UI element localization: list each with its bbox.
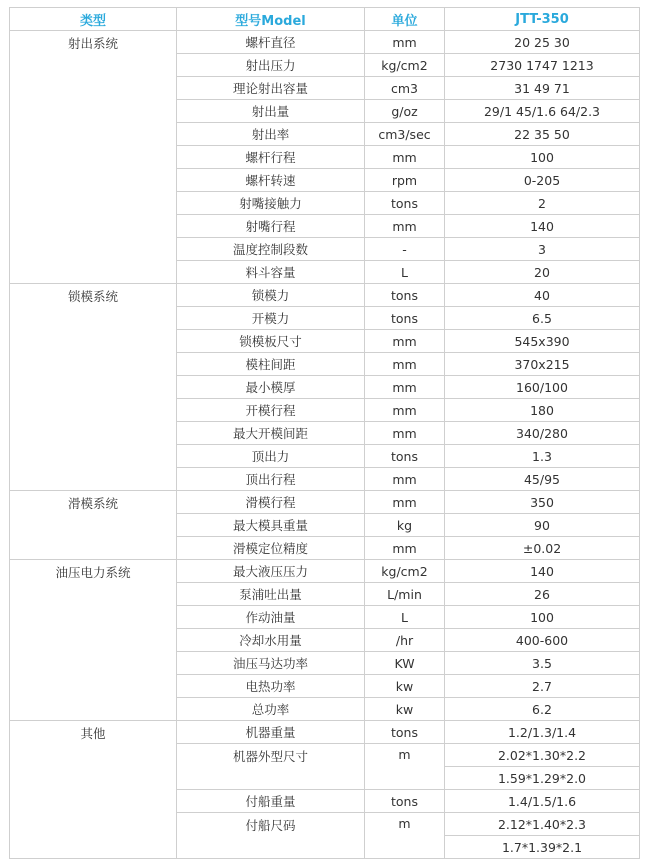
param-cell: 机器重量	[177, 721, 365, 744]
param-cell: 泵浦吐出量	[177, 583, 365, 606]
param-cell: 锁模力	[177, 284, 365, 307]
value-cell: 31 49 71	[445, 77, 640, 100]
value-cell: 6.2	[445, 698, 640, 721]
value-cell: 29/1 45/1.6 64/2.3	[445, 100, 640, 123]
value-cell: 6.5	[445, 307, 640, 330]
param-cell: 付船重量	[177, 790, 365, 813]
unit-cell: tons	[365, 721, 445, 744]
unit-cell: L	[365, 261, 445, 284]
value-cell: 90	[445, 514, 640, 537]
unit-cell: tons	[365, 192, 445, 215]
param-cell: 付船尺码	[177, 813, 365, 859]
param-cell: 最大液压压力	[177, 560, 365, 583]
unit-cell: mm	[365, 399, 445, 422]
param-cell: 机器外型尺寸	[177, 744, 365, 790]
unit-cell: kw	[365, 675, 445, 698]
value-cell: 2.7	[445, 675, 640, 698]
spec-body	[10, 31, 640, 859]
param-cell: 冷却水用量	[177, 629, 365, 652]
value-cell: 2	[445, 192, 640, 215]
param-cell: 射出率	[177, 123, 365, 146]
unit-cell: mm	[365, 537, 445, 560]
category-cell: 其他	[10, 721, 177, 859]
unit-cell: mm	[365, 376, 445, 399]
unit-cell: tons	[365, 307, 445, 330]
param-cell: 作动油量	[177, 606, 365, 629]
param-cell: 温度控制段数	[177, 238, 365, 261]
param-cell: 射嘴行程	[177, 215, 365, 238]
unit-cell: cm3/sec	[365, 123, 445, 146]
unit-cell: m	[365, 813, 445, 859]
unit-cell: kg/cm2	[365, 560, 445, 583]
value-cell: 350	[445, 491, 640, 514]
value-cell: 400-600	[445, 629, 640, 652]
param-cell: 开模力	[177, 307, 365, 330]
value-cell: 140	[445, 215, 640, 238]
unit-cell: KW	[365, 652, 445, 675]
unit-cell: mm	[365, 468, 445, 491]
unit-cell: mm	[365, 31, 445, 54]
value-cell: 26	[445, 583, 640, 606]
param-cell: 最大开模间距	[177, 422, 365, 445]
table-row	[10, 31, 640, 54]
category-cell: 锁模系统	[10, 284, 177, 491]
param-cell: 理论射出容量	[177, 77, 365, 100]
value-cell: 22 35 50	[445, 123, 640, 146]
value-cell: 1.2/1.3/1.4	[445, 721, 640, 744]
unit-cell: L	[365, 606, 445, 629]
param-cell: 电热功率	[177, 675, 365, 698]
unit-cell: mm	[365, 491, 445, 514]
header-model: 型号Model	[177, 8, 365, 31]
param-cell: 模柱间距	[177, 353, 365, 376]
unit-cell: g/oz	[365, 100, 445, 123]
value-cell: 3.5	[445, 652, 640, 675]
param-cell: 螺杆直径	[177, 31, 365, 54]
unit-cell: kg	[365, 514, 445, 537]
value-cell: 100	[445, 606, 640, 629]
value-cell: 180	[445, 399, 640, 422]
category-cell: 滑模系统	[10, 491, 177, 560]
value-cell: 1.59*1.29*2.0	[445, 767, 640, 790]
unit-cell: mm	[365, 215, 445, 238]
unit-cell: tons	[365, 445, 445, 468]
value-cell: 1.4/1.5/1.6	[445, 790, 640, 813]
table-row	[10, 284, 640, 307]
unit-cell: kg/cm2	[365, 54, 445, 77]
unit-cell: mm	[365, 353, 445, 376]
value-cell: 100	[445, 146, 640, 169]
table-row	[10, 560, 640, 583]
param-cell: 顶出行程	[177, 468, 365, 491]
unit-cell: mm	[365, 422, 445, 445]
unit-cell: kw	[365, 698, 445, 721]
value-cell: 1.7*1.39*2.1	[445, 836, 640, 859]
param-cell: 料斗容量	[177, 261, 365, 284]
param-cell: 螺杆行程	[177, 146, 365, 169]
unit-cell: mm	[365, 146, 445, 169]
value-cell: 340/280	[445, 422, 640, 445]
value-cell: 1.3	[445, 445, 640, 468]
value-cell: 3	[445, 238, 640, 261]
table-row	[10, 721, 640, 744]
header-value: JTT-350	[445, 8, 640, 31]
header-row	[10, 8, 640, 31]
unit-cell: rpm	[365, 169, 445, 192]
unit-cell: -	[365, 238, 445, 261]
param-cell: 油压马达功率	[177, 652, 365, 675]
header-unit: 单位	[365, 8, 445, 31]
unit-cell: tons	[365, 284, 445, 307]
param-cell: 射出量	[177, 100, 365, 123]
value-cell: 20 25 30	[445, 31, 640, 54]
value-cell: ±0.02	[445, 537, 640, 560]
param-cell: 开模行程	[177, 399, 365, 422]
param-cell: 射出压力	[177, 54, 365, 77]
value-cell: 2.02*1.30*2.2	[445, 744, 640, 767]
unit-cell: mm	[365, 330, 445, 353]
param-cell: 滑模定位精度	[177, 537, 365, 560]
unit-cell: cm3	[365, 77, 445, 100]
value-cell: 20	[445, 261, 640, 284]
value-cell: 140	[445, 560, 640, 583]
value-cell: 0-205	[445, 169, 640, 192]
unit-cell: L/min	[365, 583, 445, 606]
param-cell: 锁模板尺寸	[177, 330, 365, 353]
param-cell: 顶出力	[177, 445, 365, 468]
category-cell: 射出系统	[10, 31, 177, 284]
param-cell: 总功率	[177, 698, 365, 721]
category-cell: 油压电力系统	[10, 560, 177, 721]
value-cell: 545x390	[445, 330, 640, 353]
table-row	[10, 491, 640, 514]
unit-cell: /hr	[365, 629, 445, 652]
unit-cell: m	[365, 744, 445, 790]
value-cell: 2.12*1.40*2.3	[445, 813, 640, 836]
param-cell: 射嘴接触力	[177, 192, 365, 215]
spec-table	[9, 7, 640, 859]
value-cell: 40	[445, 284, 640, 307]
value-cell: 370x215	[445, 353, 640, 376]
header-category: 类型	[10, 8, 177, 31]
param-cell: 最大模具重量	[177, 514, 365, 537]
value-cell: 2730 1747 1213	[445, 54, 640, 77]
param-cell: 螺杆转速	[177, 169, 365, 192]
param-cell: 滑模行程	[177, 491, 365, 514]
param-cell: 最小模厚	[177, 376, 365, 399]
unit-cell: tons	[365, 790, 445, 813]
value-cell: 45/95	[445, 468, 640, 491]
value-cell: 160/100	[445, 376, 640, 399]
